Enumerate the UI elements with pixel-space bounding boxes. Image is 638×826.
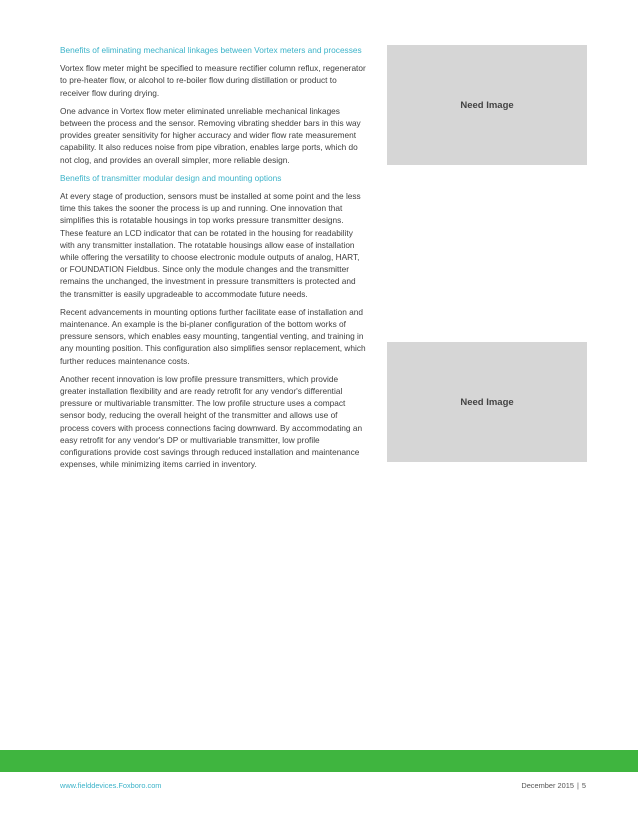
footer-separator: | — [576, 781, 579, 790]
article-column — [60, 44, 366, 477]
paragraph-vortex-specification: Vortex flow meter might be specified to measure rectifier column reflux, regenerator to pre-heater flow, or alcohol to re-boiler flow during distillation or product to receiver flow during drying. — [60, 63, 366, 98]
section-heading-transmitter: Benefits of transmitter modular design and mounting options — [60, 172, 282, 183]
image-placeholder-label: Need Image — [460, 396, 514, 408]
image-placeholder-label: Need Image — [460, 99, 514, 111]
paragraph-low-profile: Another recent innovation is low profile pressure transmitters, which provide greater installation flexibility and are ready retrofit for any vendor's differential pressure or multivariable transmitter. The low profile structure uses a compact sensor body, reducing the overall height of the transmitter and allows use of process covers with process connections facing downward. By accommodating an easy retrofit for any vendor's DP or multivariable transmitter, low profile configurations provide cost savings through reduced installation and maintenance expenses, while minimizing items carried in inventory. — [60, 373, 363, 470]
image-placeholder-2 — [387, 342, 587, 462]
paragraph-mounting-options: Recent advancements in mounting options further facilitate ease of installation and maintenance. An example is the bi-planer configuration of the bottom works of pressure sensors, which enables easy mounting, tangential venting, and training in any mounting position. This configuration also simplifies sensor replacement, which further reduces maintenance costs. — [60, 306, 366, 366]
footer-website-link[interactable]: www.fielddevices.Foxboro.com — [60, 781, 162, 790]
section-heading-vortex: Benefits of eliminating mechanical linkages between Vortex meters and processes — [60, 45, 362, 55]
footer-green-band — [0, 750, 638, 772]
paragraph-vortex-advance: One advance in Vortex flow meter eliminated unreliable mechanical linkages between the process and the sensor. Removing vibrating shedder bars in this way provides greater sensitivity for higher accuracy and wider flow rate measurement capability. It also reduces noise from pipe vibration, enables large ports, which do not clog, and provides an overall simpler, more reliable design. — [60, 105, 361, 165]
footer-date: December 2015 — [521, 781, 574, 790]
image-placeholder-1 — [387, 45, 587, 165]
footer-page-info — [521, 781, 586, 790]
footer-page-number: 5 — [581, 781, 586, 790]
paragraph-rotatable-housings: At every stage of production, sensors must be installed at some point and the less time this takes the sooner the process is up and running. One innovation that simplifies this is rotatable housings in top works pressure transmitter designs. These feature an LCD indicator that can be rotated in the housing for readability with any transmitter installation. The rotatable housings allow ease of installation while offering the versatility to choose electronic module outputs of analog, HART, or FOUNDATION Fieldbus. Since only the module changes and the transmitter remains the unchanged, the investment in pressure transmitters is protected and the transmitter is easily upgradeable to accommodate future needs. — [60, 191, 361, 299]
